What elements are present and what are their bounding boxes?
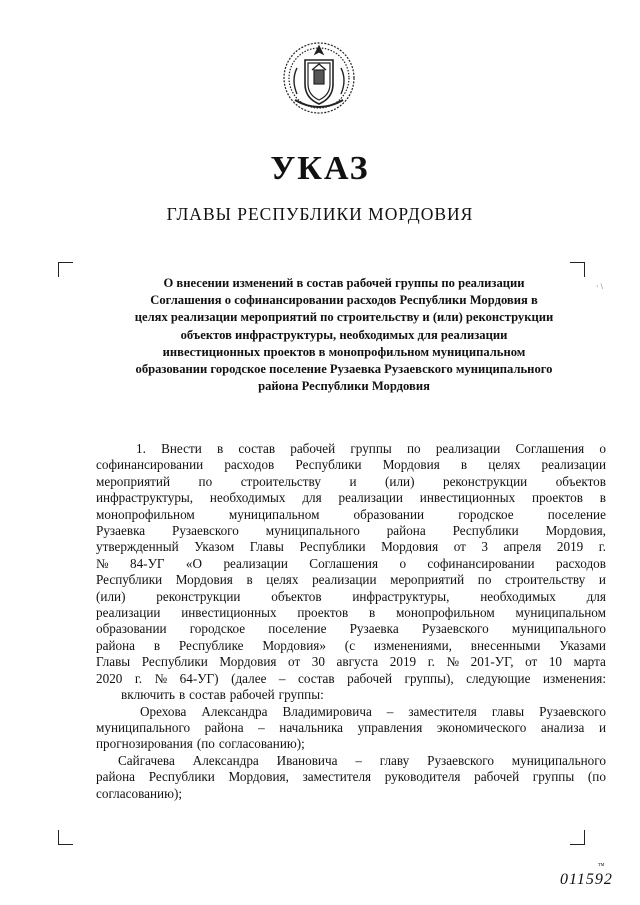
heading-line: образовании городское поселение Рузаевка Рузаевского муниципального bbox=[135, 362, 553, 377]
body-line: реализации инвестиционных проектов в монопрофильном муниципальном bbox=[96, 605, 606, 621]
body-line: включить в состав рабочей группы: bbox=[121, 687, 324, 703]
body-line: образовании городское поселение Рузаевка Рузаевского муниципального bbox=[96, 621, 606, 637]
page-title: УКАЗ bbox=[270, 150, 370, 187]
body-line: монопрофильном муниципальном образовании городское поселение bbox=[96, 506, 606, 522]
document-body bbox=[96, 441, 606, 802]
page-subtitle: ГЛАВЫ РЕСПУБЛИКИ МОРДОВИЯ bbox=[166, 204, 474, 224]
body-line: 2020 г. № 64-УГ) (далее – состав рабочей группы), следующие изменения: bbox=[96, 670, 606, 686]
body-line: утвержденный Указом Главы Республики Мордовия от 3 апреля 2019 г. bbox=[96, 539, 606, 555]
heading-line: целях реализации мероприятий по строительству и (или) реконструкции bbox=[134, 310, 554, 325]
scan-artifact: · \ bbox=[596, 282, 603, 291]
body-line: (или) реконструкции объектов инфраструктуры, необходимых для bbox=[96, 588, 606, 604]
coat-of-arms-emblem bbox=[281, 40, 357, 116]
body-line: Сайгачева Александра Ивановича – главу Рузаевского муниципального bbox=[118, 752, 606, 768]
stamp-mark: тм bbox=[598, 862, 605, 868]
body-line: района в Республике Мордовия» (с изменениями, внесенными Указами bbox=[96, 637, 606, 653]
body-line: муниципального района – начальника управления экономического анализа и bbox=[96, 719, 606, 735]
body-line: района Республики Мордовия, заместителя руководителя рабочей группы (по bbox=[96, 769, 606, 785]
body-line: софинансировании расходов Республики Мордовия в целях реализации bbox=[96, 457, 606, 473]
body-line: Орехова Александра Владимировича – заместителя главы Рузаевского bbox=[140, 703, 606, 719]
heading-line: О внесении изменений в состав рабочей группы по реализации bbox=[163, 276, 525, 290]
body-line: Республики Мордовия в целях реализации мероприятий по строительству и bbox=[96, 572, 606, 588]
heading-line: района Республики Мордовия bbox=[258, 379, 430, 394]
heading-line: объектов инфраструктуры, необходимых для реализации bbox=[180, 327, 508, 342]
serial-number: 011592 bbox=[560, 871, 613, 888]
heading-line: инвестиционных проектов в монопрофильном муниципальном bbox=[162, 344, 526, 359]
corner-mark-bottom-right bbox=[570, 830, 585, 845]
corner-mark-bottom-left bbox=[58, 830, 73, 845]
document-heading bbox=[82, 275, 606, 395]
body-line: мероприятий по строительству и (или) реконструкции объектов bbox=[96, 473, 606, 489]
body-line: прогнозирования (по согласованию); bbox=[96, 736, 305, 752]
heading-line: Соглашения о софинансировании расходов Республики Мордовия в bbox=[150, 293, 538, 308]
body-line: Рузаевка Рузаевского муниципального района Республики Мордовия, bbox=[96, 523, 606, 539]
body-line: Главы Республики Мордовия от 30 августа 2019 г. № 201-УГ, от 10 марта bbox=[96, 654, 606, 670]
body-line: № 84-УГ «О реализации Соглашения о софинансировании расходов bbox=[96, 555, 606, 571]
corner-mark-top-left bbox=[58, 262, 73, 277]
body-line: инфраструктуры, необходимых для реализации инвестиционных проектов в bbox=[96, 490, 606, 506]
body-line: 1. Внести в состав рабочей группы по реализации Соглашения о bbox=[136, 441, 606, 456]
body-line: согласованию); bbox=[96, 785, 182, 801]
